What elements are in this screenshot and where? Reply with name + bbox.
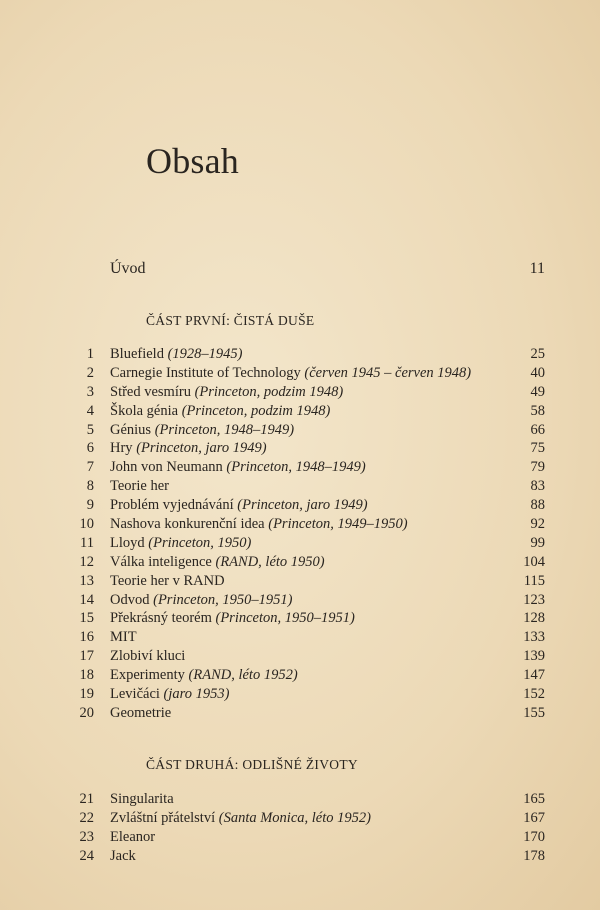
chapter-title-text: Nashova konkurenční idea — [110, 516, 265, 533]
chapter-entry — [0, 828, 600, 847]
chapter-page-number: 79 — [530, 459, 545, 476]
chapter-entry — [0, 364, 600, 383]
chapter-entry — [0, 496, 600, 515]
chapter-detail: (RAND, léto 1952) — [188, 667, 298, 684]
chapter-page-number: 75 — [530, 440, 545, 457]
chapter-detail: (Princeton, podzim 1948) — [181, 402, 331, 419]
chapter-number: 11 — [80, 534, 94, 551]
chapter-number: 9 — [86, 497, 94, 514]
chapter-number: 7 — [86, 459, 94, 476]
chapter-entry — [0, 402, 600, 421]
part-one-heading: ČÁST PRVNÍ: ČISTÁ DUŠE — [146, 313, 315, 328]
chapter-entry — [0, 458, 600, 477]
chapter-entry — [0, 534, 600, 553]
chapter-page-number: 155 — [523, 704, 545, 721]
chapter-title-text: John von Neumann — [110, 459, 223, 476]
chapter-title — [110, 809, 371, 828]
chapter-number: 16 — [79, 629, 94, 646]
chapter-entry — [0, 666, 600, 685]
chapter-detail: (Princeton, 1950) — [148, 534, 252, 551]
chapter-page-number: 83 — [530, 478, 545, 495]
chapter-page-number: 104 — [523, 553, 545, 570]
chapter-page-number: 25 — [530, 346, 545, 362]
chapter-number: 5 — [86, 421, 94, 438]
chapter-number: 18 — [79, 667, 94, 684]
chapter-title — [110, 647, 185, 666]
chapter-detail: (jaro 1953) — [163, 686, 230, 703]
chapter-page-number: 92 — [530, 516, 545, 533]
chapter-entry — [0, 790, 600, 809]
chapter-title — [110, 534, 251, 553]
intro-title: Úvod — [110, 260, 146, 277]
chapter-page-number: 165 — [523, 791, 545, 807]
chapter-entry — [0, 809, 600, 828]
chapter-page-number: 178 — [523, 847, 545, 864]
chapter-detail: (1928–1945) — [167, 346, 243, 362]
chapter-title — [110, 591, 292, 610]
chapter-title — [110, 666, 298, 685]
chapter-page-number: 58 — [530, 402, 545, 419]
chapter-title-text: Hry — [110, 440, 133, 457]
chapter-entry — [0, 383, 600, 402]
chapter-entry — [0, 477, 600, 496]
chapter-title — [110, 828, 155, 847]
chapter-entry — [0, 847, 600, 866]
part-two-chapter-list — [0, 790, 600, 866]
chapter-entry — [0, 685, 600, 704]
chapter-title — [110, 477, 169, 496]
chapter-number: 4 — [86, 402, 94, 419]
chapter-title-text: Génius — [110, 421, 152, 438]
chapter-page-number: 152 — [523, 686, 545, 703]
chapter-title — [110, 458, 366, 477]
chapter-title-text: Překrásný teorém — [110, 610, 212, 627]
chapter-title — [110, 383, 343, 402]
chapter-entry — [0, 591, 600, 610]
chapter-title-text: Singularita — [110, 791, 174, 807]
chapter-title-text: Odvod — [110, 591, 150, 608]
intro-page: 11 — [529, 260, 545, 277]
chapter-detail: (Princeton, 1950–1951) — [153, 591, 293, 608]
chapter-number: 12 — [79, 553, 94, 570]
chapter-title — [110, 572, 225, 591]
chapter-title — [110, 704, 171, 723]
chapter-title-text: Střed vesmíru — [110, 383, 191, 400]
chapter-title — [110, 439, 267, 458]
chapter-title — [110, 628, 137, 647]
chapter-number: 23 — [79, 828, 94, 845]
part-one-chapter-list — [0, 345, 600, 723]
chapter-number: 22 — [79, 809, 94, 826]
chapter-entry — [0, 628, 600, 647]
chapter-entry — [0, 515, 600, 534]
chapter-title — [110, 421, 294, 440]
chapter-title-text: Eleanor — [110, 828, 156, 845]
chapter-detail: (Princeton, 1949–1950) — [268, 516, 408, 533]
part-two-heading: ČÁST DRUHÁ: ODLIŠNÉ ŽIVOTY — [146, 757, 358, 772]
chapter-title-text: MIT — [110, 629, 137, 646]
chapter-number: 24 — [79, 847, 94, 864]
chapter-page-number: 40 — [530, 364, 545, 381]
chapter-number: 13 — [79, 572, 94, 589]
chapter-entry — [0, 421, 600, 440]
chapter-number: 19 — [79, 686, 94, 703]
chapter-number: 20 — [79, 704, 94, 721]
chapter-title — [110, 515, 408, 534]
chapter-detail: (Princeton, jaro 1949) — [136, 440, 267, 457]
chapter-title-text: Jack — [110, 847, 136, 864]
chapter-title — [110, 364, 471, 383]
chapter-detail: (RAND, léto 1950) — [215, 553, 325, 570]
chapter-title-text: Teorie her v RAND — [110, 572, 225, 589]
chapter-title-text: Zvláštní přátelství — [110, 809, 216, 826]
chapter-number: 1 — [86, 346, 94, 362]
chapter-title — [110, 496, 368, 515]
chapter-number: 15 — [79, 610, 94, 627]
chapter-number: 8 — [86, 478, 94, 495]
chapter-page-number: 115 — [523, 572, 545, 589]
chapter-detail: (Princeton, 1950–1951) — [215, 610, 355, 627]
chapter-page-number: 147 — [523, 667, 545, 684]
chapter-title-text: Teorie her — [110, 478, 169, 495]
chapter-title — [110, 685, 229, 704]
chapter-title-text: Válka inteligence — [110, 553, 212, 570]
chapter-number: 17 — [79, 648, 94, 665]
chapter-detail: (Princeton, podzim 1948) — [194, 383, 344, 400]
chapter-title-text: Geometrie — [110, 704, 172, 721]
chapter-entry — [0, 553, 600, 572]
chapter-title — [110, 609, 355, 628]
chapter-title-text: Carnegie Institute of Technology — [110, 364, 301, 381]
chapter-detail: (Princeton, jaro 1949) — [237, 497, 368, 514]
chapter-entry — [0, 439, 600, 458]
chapter-number: 6 — [86, 440, 94, 457]
chapter-title-text: Levičáci — [110, 686, 160, 703]
chapter-page-number: 88 — [530, 497, 545, 514]
chapter-title — [110, 553, 325, 572]
chapter-number: 21 — [79, 791, 94, 807]
chapter-page-number: 133 — [523, 629, 545, 646]
chapter-title-text: Zlobiví kluci — [110, 648, 186, 665]
chapter-page-number: 170 — [523, 828, 545, 845]
chapter-page-number: 66 — [530, 421, 545, 438]
chapter-title-text: Bluefield — [110, 346, 164, 362]
page-title: Obsah — [146, 141, 239, 181]
chapter-title — [110, 790, 174, 809]
chapter-title-text: Lloyd — [110, 534, 145, 551]
chapter-detail: (Santa Monica, léto 1952) — [218, 809, 371, 826]
chapter-page-number: 139 — [523, 648, 545, 665]
chapter-title — [110, 402, 330, 421]
chapter-page-number: 99 — [530, 534, 545, 551]
chapter-title — [110, 847, 136, 866]
chapter-detail: (červen 1945 – červen 1948) — [304, 364, 472, 381]
chapter-entry — [0, 704, 600, 723]
chapter-number: 14 — [79, 591, 94, 608]
chapter-detail: (Princeton, 1948–1949) — [154, 421, 295, 438]
chapter-entry — [0, 609, 600, 628]
chapter-entry — [0, 572, 600, 591]
chapter-detail: (Princeton, 1948–1949) — [226, 459, 366, 476]
chapter-title-text: Škola génia — [110, 402, 179, 419]
chapter-entry — [0, 647, 600, 666]
chapter-page-number: 128 — [523, 610, 545, 627]
chapter-title-text: Experimenty — [110, 667, 185, 684]
chapter-title — [110, 345, 243, 364]
chapter-page-number: 167 — [523, 809, 545, 826]
chapter-number: 3 — [86, 383, 94, 400]
chapter-entry — [0, 345, 600, 364]
chapter-page-number: 123 — [523, 591, 545, 608]
chapter-title-text: Problém vyjednávání — [110, 497, 234, 514]
chapter-number: 10 — [79, 516, 94, 533]
intro-entry — [0, 260, 600, 280]
chapter-page-number: 49 — [530, 383, 545, 400]
chapter-number: 2 — [86, 364, 94, 381]
